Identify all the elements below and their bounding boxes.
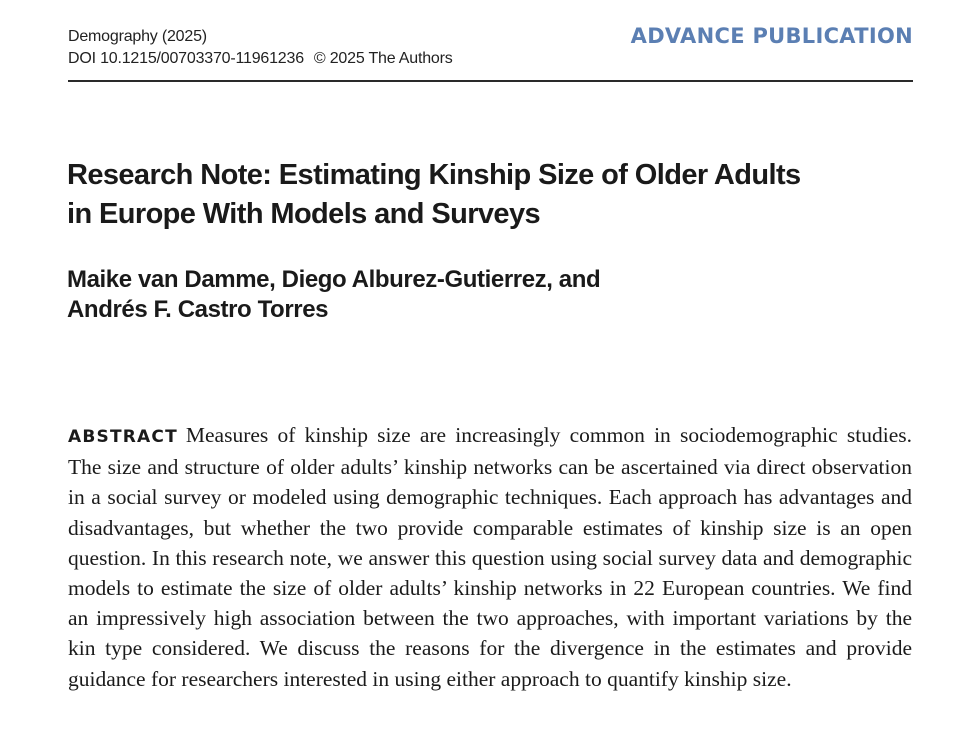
abstract-text: Measures of kinship size are increasingly common in sociodemographic studies. The size and structure of older adults’ kinship networks can be ascertained via direct observation in a social survey or modeled using demographic techniques. Each approach has advantages and disadvantages, but whether the two provide comparable estimates of kinship size is an open question. In this research note, we answer this question using social survey data and demographic models to estimate the size of older adults’ kinship networks in 22 European countries. We find an impressively high association between the two approaches, with important variations by the kin type considered. We discuss the reasons for the divergence in the estimates and provide guidance for researchers interested in using either approach to quantify kinship size. bbox=[68, 423, 912, 691]
journal-name: Demography (2025) bbox=[68, 28, 207, 45]
authors-line-2: Andrés F. Castro Torres bbox=[67, 296, 329, 323]
author-list bbox=[67, 265, 887, 325]
page-header bbox=[68, 26, 913, 82]
abstract-label: ABSTRACT bbox=[68, 427, 178, 447]
title-line-1: Research Note: Estimating Kinship Size of Older Adults bbox=[67, 159, 801, 191]
title-line-2: in Europe With Models and Surveys bbox=[67, 198, 541, 230]
abstract bbox=[68, 420, 912, 694]
doi: DOI 10.1215/00703370-11961236 bbox=[68, 50, 304, 67]
copyright: © 2025 The Authors bbox=[313, 50, 453, 67]
doi-line bbox=[68, 48, 453, 70]
advance-publication-label: ADVANCE PUBLICATION bbox=[630, 24, 913, 48]
article-title bbox=[67, 156, 887, 234]
authors-line-1: Maike van Damme, Diego Alburez-Gutierrez, and bbox=[67, 266, 601, 293]
